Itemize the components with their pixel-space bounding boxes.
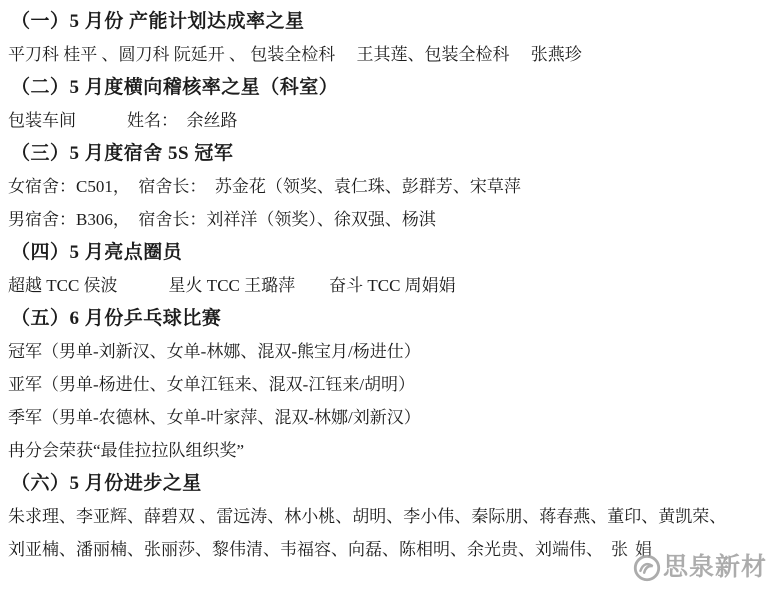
section-heading-capacity-star: （一）5 月份 产能计划达成率之星 (11, 11, 305, 32)
pingpong-champion-line: 冠军（男单-刘新汉、女单-林娜、混双-熊宝月/杨进仕） (8, 342, 421, 361)
section-heading-dorm-5s: （三）5 月度宿舍 5S 冠军 (11, 143, 234, 164)
progress-star-names-row-2 (8, 533, 767, 566)
dorm-5s-male-winners: 男宿舍：B306， 宿舍长：刘祥洋（领奖）、徐双强、杨淇 (8, 210, 436, 229)
capacity-star-winners: 平刀科 桂平 、圆刀科 阮延开 、 包装全检科 王其莲、包装全检科 张燕珍 (8, 45, 582, 64)
highlight-members-list: 超越 TCC 侯波 星火 TCC 王璐萍 奋斗 TCC 周娟娟 (8, 276, 456, 295)
audit-star-winner: 包装车间 姓名： 余丝路 (8, 111, 238, 130)
progress-star-names-row-1: 朱求理、李亚辉、薛碧双 、雷远涛、林小桃、胡明、李小伟、秦际朋、蒋春燕、董印、黄凯荣、 (8, 507, 727, 526)
watermark-text: 思泉新材 (663, 554, 767, 581)
cheerleading-award-line: 冉分会荣获“最佳拉拉队组织奖” (8, 441, 245, 460)
pingpong-runner-up-line: 亚军（男单-杨进仕、女单江钰来、混双-江钰来/胡明） (8, 375, 416, 394)
section-heading-highlight-members: （四）5 月亮点圈员 (11, 242, 183, 263)
dorm-5s-female-winners: 女宿舍：C501， 宿舍长： 苏金花（领奖、袁仁珠、彭群芳、宋草萍 (8, 177, 521, 196)
section-heading-audit-star: （二）5 月度横向稽核率之星（科室） (11, 77, 339, 98)
section-heading-pingpong: （五）6 月份乒乓球比赛 (11, 308, 222, 329)
progress-star-names-row-2-text: 刘亚楠、潘丽楠、张丽莎、黎伟清、韦福容、向磊、陈相明、余光贵、刘端伟、 (8, 540, 603, 559)
section-heading-progress-star: （六）5 月份进步之星 (11, 473, 202, 494)
pingpong-third-place-line: 季军（男单-农德林、女单-叶家萍、混双-林娜/刘新汉） (8, 408, 421, 427)
watermark-obscured-name: 张娟 (611, 540, 659, 559)
